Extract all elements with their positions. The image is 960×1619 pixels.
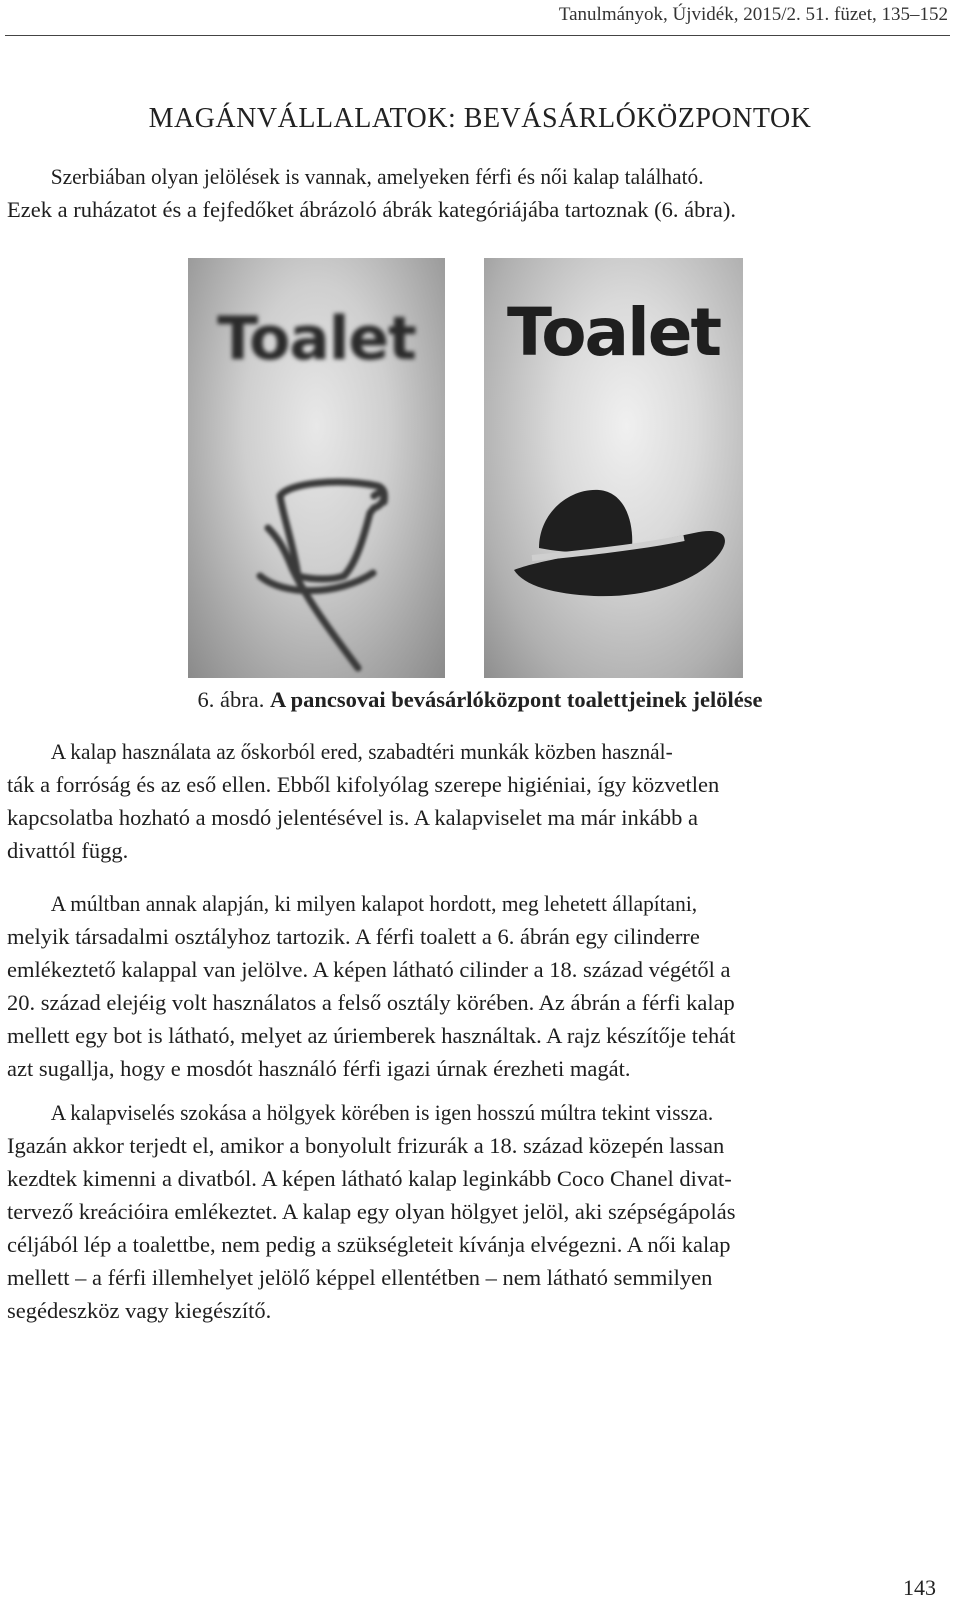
- header-rule: [5, 35, 950, 36]
- body-paragraph: [7, 1096, 927, 1327]
- men-toilet-sign-photo: [188, 258, 445, 678]
- text-line: A kalap használata az őskorból ered, szabadtéri munkák közben használ-: [50, 739, 673, 764]
- running-head: [0, 0, 960, 40]
- text-line: melyik társadalmi osztályhoz tartozik. A férfi toalett a 6. ábrán egy cilinderre: [7, 924, 700, 949]
- text-line: emlékeztető kalappal van jelölve. A képen látható cilinder a 18. század végétől a: [7, 957, 731, 982]
- text-line: kapcsolatba hozható a mosdó jelentésével is. A kalapviselet ma már inkább a: [7, 805, 699, 830]
- section-title: MAGÁNVÁLLALATOK: BEVÁSÁRLÓKÖZPONTOK: [148, 103, 812, 134]
- intro-paragraph: [7, 160, 927, 226]
- text-line: mellett egy bot is látható, melyet az úriemberek használtak. A rajz készítője tehát: [7, 1023, 736, 1048]
- text-line: céljából lép a toalettbe, nem pedig a szükségleteit kívánja elvégezni. A női kalap: [7, 1232, 731, 1257]
- text-line: kezdtek kimenni a divatból. A képen látható kalap leginkább Coco Chanel divat-: [7, 1166, 732, 1191]
- page-number: 143: [903, 1575, 936, 1600]
- caption-number: 6. ábra.: [197, 687, 265, 712]
- top-hat-with-cane-icon: [188, 258, 445, 678]
- body-paragraph: [7, 735, 927, 867]
- body-paragraph: [7, 887, 927, 1085]
- text-line: azt sugallja, hogy e mosdót használó férfi igazi úrnak érezheti magát.: [7, 1056, 631, 1081]
- text-line: Igazán akkor terjedt el, amikor a bonyolult frizurák a 18. század közepén lassan: [7, 1133, 725, 1158]
- sign-label: Toalet: [217, 304, 416, 374]
- text-line: 20. század elejéig volt használatos a felső osztály körében. Az ábrán a férfi kalap: [7, 990, 735, 1015]
- text-line: A múltban annak alapján, ki milyen kalapot hordott, meg lehetett állapítani,: [50, 891, 698, 916]
- text-line: Szerbiában olyan jelölések is vannak, amelyeken férfi és női kalap található.: [50, 164, 704, 189]
- figure-caption: [0, 687, 960, 713]
- sign-label: Toalet: [506, 294, 721, 371]
- text-line: Ezek a ruházatot és a fejfedőket ábrázoló ábrák kategóriájába tartoznak (6. ábra).: [7, 197, 736, 222]
- women-toilet-sign-photo: [484, 258, 743, 678]
- caption-text: A pancsovai bevásárlóközpont toalettjeinek jelölése: [270, 687, 763, 712]
- journal-citation: Tanulmányok, Újvidék, 2015/2. 51. füzet, 135–152: [558, 4, 948, 25]
- text-line: tervező kreációira emlékeztet. A kalap egy olyan hölgyet jelöl, aki szépségápolás: [7, 1199, 736, 1224]
- text-line: mellett – a férfi illemhelyet jelölő képpel ellentétben – nem látható semmilyen: [7, 1265, 713, 1290]
- text-line: A kalapviselés szokása a hölgyek körében is igen hosszú múltra tekint vissza.: [50, 1100, 714, 1125]
- ladies-hat-icon: [484, 258, 743, 678]
- text-line: ták a forróság és az eső ellen. Ebből kifolyólag szerepe higiéniai, így közvetlen: [7, 772, 720, 797]
- text-line: divattól függ.: [7, 838, 129, 863]
- text-line: segédeszköz vagy kiegészítő.: [7, 1298, 272, 1323]
